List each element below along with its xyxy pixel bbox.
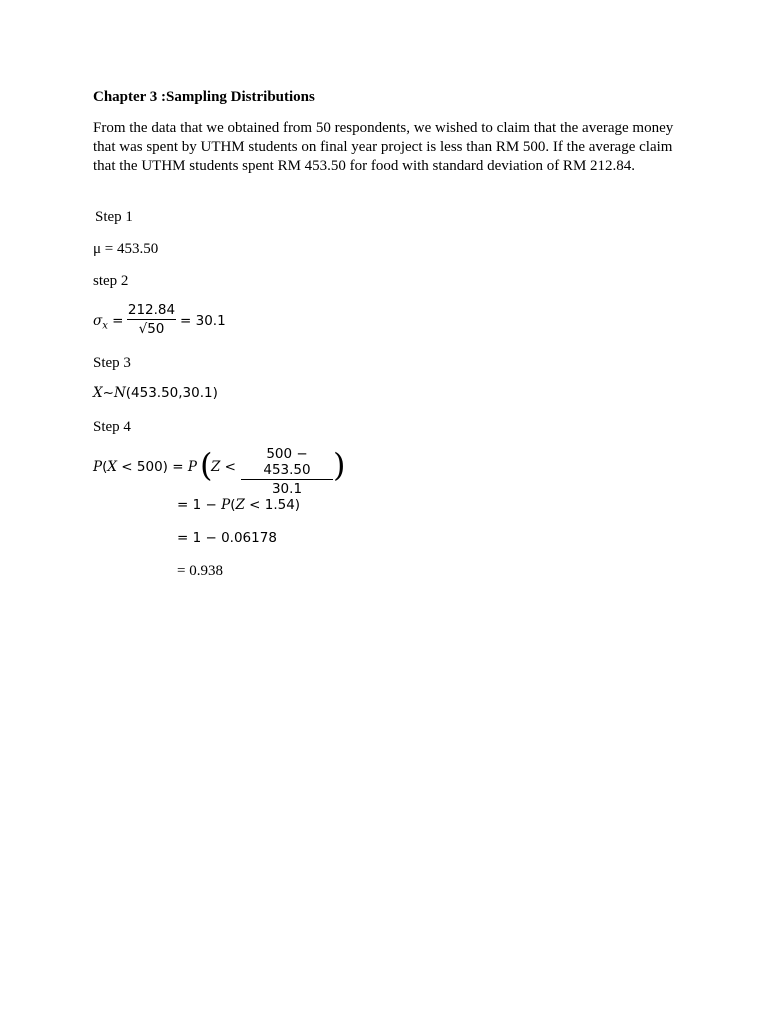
- dist-name: N: [113, 385, 126, 401]
- lhs-rest: < 500) =: [117, 459, 188, 475]
- rhs-p: P: [187, 459, 197, 475]
- fraction-bar: [127, 319, 176, 320]
- z-less-than: <: [220, 459, 236, 475]
- line2-eq: = 1 −: [177, 497, 222, 513]
- sigma-lhs: [93, 312, 123, 336]
- mu-equation: μ = 453.50: [93, 241, 159, 257]
- big-close-paren: ): [333, 446, 346, 484]
- step3-label: Step 3: [93, 355, 131, 371]
- step4-line2: [177, 496, 300, 514]
- z-numerator: 500 − 453.50: [263, 446, 311, 478]
- step4-label: Step 4: [93, 419, 131, 435]
- sigma-subscript: x: [102, 320, 108, 332]
- problem-statement: From the data that we obtained from 50 respondents, we wished to claim that the average money that was spent by UTHM students on final year project is less than RM 500. If the average claim that the UTHM students spent RM 453.50 for food with standard deviation of RM 212.84.: [93, 120, 674, 174]
- step2-label: step 2: [93, 273, 129, 289]
- line2-p: P: [221, 497, 231, 513]
- step4-line4: = 0.938: [177, 563, 223, 579]
- lhs-var: X: [107, 459, 117, 475]
- step1-label: Step 1: [95, 209, 133, 225]
- sigma-denominator: √50: [138, 321, 165, 337]
- sigma-symbol: σ: [93, 313, 103, 329]
- probability-lhs: [93, 458, 197, 476]
- z-inequality: [211, 458, 236, 476]
- lhs-open-paren: (: [102, 459, 108, 475]
- sigma-result: = 30.1: [180, 313, 226, 329]
- z-fraction: [241, 446, 333, 497]
- sigma-numerator: 212.84: [127, 302, 176, 318]
- z-fraction-bar: [241, 479, 333, 480]
- z-denominator: 30.1: [271, 481, 303, 497]
- dist-params: (453.50,30.1): [125, 385, 218, 401]
- chapter-heading: Chapter 3 :Sampling Distributions: [93, 89, 315, 105]
- big-open-paren: (: [200, 446, 213, 484]
- sigma-fraction: [127, 302, 176, 337]
- z-var: Z: [211, 459, 221, 475]
- line2-z: Z: [235, 497, 245, 513]
- lhs-p: P: [93, 459, 103, 475]
- sigma-equals: =: [112, 313, 124, 329]
- distribution-equation: [93, 384, 218, 402]
- line2-open: (: [230, 497, 236, 513]
- dist-var: X: [93, 385, 103, 401]
- step4-line3: = 1 − 0.06178: [177, 530, 277, 546]
- line2-rest: < 1.54): [244, 497, 301, 513]
- dist-tilde: ~: [102, 385, 114, 401]
